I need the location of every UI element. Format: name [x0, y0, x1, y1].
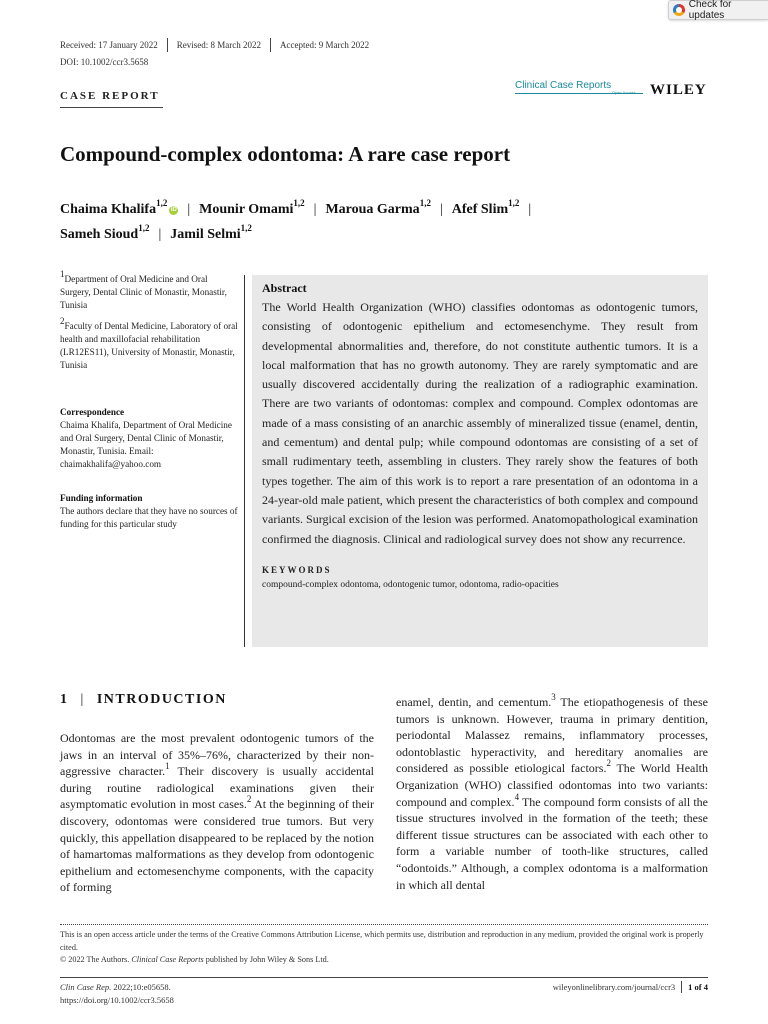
- author[interactable]: Jamil Selmi$^{1,2}$: [170, 223, 252, 242]
- author[interactable]: Afef Slim$^{1,2}$: [451, 198, 520, 217]
- license-note: [60, 929, 708, 967]
- revised-date: Revised: 8 March 2022: [176, 40, 261, 50]
- funding-text: The authors declare that they have no sources of funding for this particular study: [60, 506, 238, 529]
- correspondence-heading: Correspondence: [60, 407, 125, 417]
- article-title: Compound-complex odontoma: A rare case report: [60, 142, 511, 166]
- separator: |: [313, 202, 317, 217]
- divider: [681, 981, 682, 993]
- intro-column-1: Odontomas are the most prevalent odontogenic tumors of the jaws in an interval of 35%–76%, characterized by their non-aggressive character.$^1$ Their discovery is usually accidental during routine radiological examinations given their asymptomatic evolution in most cases.$^2$ At the beginning of their discovery, odontomas were considered true tumors. But very quickly, this appellation disappeared to be replaced by the notion of hamartomas malformations as they develop from odontogenic epithelium and ectomesenchyme components, with the capacity of forming: [60, 731, 374, 895]
- license-text: This is an open access article under the terms of the Creative Commons Attribution License, which permits use, distribution and reproduction in any medium, provided the original work is properly cited.: [60, 930, 704, 952]
- separator: |: [439, 202, 443, 217]
- open-access-label: Open Access: [612, 90, 636, 95]
- check-for-updates-label: Check for updates: [688, 0, 732, 21]
- doi-link[interactable]: https://doi.org/10.1002/ccr3.5658: [60, 994, 174, 1005]
- article-doi: DOI: 10.1002/ccr3.5658: [60, 57, 149, 67]
- author[interactable]: Sameh Sioud$^{1,2}$: [60, 223, 150, 242]
- keywords-heading: KEYWORDS: [262, 564, 332, 575]
- accepted-date: Accepted: 9 March 2022: [279, 40, 370, 50]
- page-info: [553, 981, 708, 993]
- keywords-list: compound-complex odontoma, odontogenic tumor, odontoma, radio-opacities: [262, 579, 559, 590]
- separator: |: [158, 227, 162, 242]
- divider: [167, 38, 168, 52]
- section-underline: [60, 107, 163, 108]
- citation: Clin Case Rep. 2022;10:e05658. https://doi.org/10.1002/ccr3.5658: [60, 982, 174, 1005]
- article-dates: [60, 38, 369, 52]
- correspondence: [60, 406, 240, 471]
- divider: [270, 38, 271, 52]
- footer-dotted-divider: [60, 924, 708, 925]
- received-date: Received: 17 January 2022: [60, 40, 158, 50]
- crossmark-icon: [673, 4, 685, 16]
- funding-information: [60, 492, 240, 531]
- check-for-updates-button[interactable]: [668, 0, 768, 20]
- sidebar-divider: [244, 275, 245, 647]
- abstract-heading: Abstract: [262, 281, 307, 295]
- page-number: 1 of 4: [688, 982, 708, 992]
- section-heading-introduction: 1 | INTRODUCTION: [60, 692, 227, 707]
- reference-link[interactable]: 4: [514, 791, 520, 802]
- author[interactable]: Mounir Omami$^{1,2}$: [199, 198, 305, 217]
- intro-column-2: enamel, dentin, and cementum.$^3$ The etiopathogenesis of these tumors is unknown. However, trauma in primary dentition, periodontal Malassez remains, inflammatory processes, odontoblastic hyperactivity, and hereditary anomalies are considered as possible etiological factors.$^2$ The World Health Organization (WHO) classified odontomas into two variants: compound and complex.$^4$ The compound form consists of all the tissue structures involved in the formation of the teeth; these different tissue structures can be associated with each other to form a variable number of tooth-like structures, called “odontoids.” Although, a complex odontoma is a malformation in which all dental: [396, 692, 709, 892]
- copyright-text: © 2022 The Authors. Clinical Case Reports published by John Wiley & Sons Ltd.: [60, 955, 329, 964]
- reference-link[interactable]: 3: [551, 692, 556, 702]
- reference-link[interactable]: 1: [165, 761, 170, 772]
- affiliation-1: $^1$Department of Oral Medicine and Oral Surgery, Dental Clinic of Monastir, Monastir, Tunisia: [60, 268, 227, 310]
- separator: |: [187, 202, 191, 217]
- author-list: [60, 197, 720, 247]
- section-label: CASE REPORT: [60, 90, 160, 102]
- separator: |: [528, 202, 532, 217]
- author[interactable]: Maroua Garma$^{1,2}$: [325, 198, 431, 217]
- correspondence-text: Chaima Khalifa, Department of Oral Medicine and Oral Surgery, Dental Clinic of Monastir, Monastir, Tunisia. Email: chaimakhalifa@yahoo.com: [60, 420, 232, 469]
- abstract-box: [252, 275, 708, 647]
- author[interactable]: Chaima Khalifa$^{1,2}$: [60, 198, 168, 217]
- abstract-text: The World Health Organization (WHO) classifies odontomas as odontogenic tumors, consisting of odontogenic epithelium and ectomesenchyme. They result from developmental abnormalities and, therefore, do not constitute authentic tumors. It is a local malformation that has no growth autonomy. They are rarely symptomatic and are usually discovered accidentally during the realization of a radiographic examination. There are two variants of odontomas: complex and compound. Complex odontomas are made of a mass consisting of an anarchic assembly of mineralized tissue (enamel, dentin, and cementum) and dental pulp; while compound odontomas are consisting of a set of small rudimentary teeth, assembling in clusters. They rarely show the features of both types together. The aim of this work is to report a rare presentation of an odontoma in a 24-year-old male patient, which present the characteristics of both complex and compound variants. Surgical excision of the lesion was performed. Anatomopathological examination confirmed the diagnosis. Clinical and radiological survey does not show any recurrence.: [262, 300, 698, 546]
- journal-name[interactable]: Clinical Case Reports: [515, 80, 612, 91]
- funding-heading: Funding information: [60, 493, 143, 503]
- affiliation-2: $^2$Faculty of Dental Medicine, Laboratory of oral health and maxillofacial rehabilitation (LR12ES11), University of Monastir, Monastir, Tunisia: [60, 315, 238, 370]
- reference-link[interactable]: 2: [246, 794, 252, 805]
- reference-link[interactable]: 2: [606, 758, 611, 769]
- journal-site-link[interactable]: wileyonlinelibrary.com/journal/ccr3: [552, 982, 676, 992]
- publisher-logo: WILEY: [650, 82, 707, 98]
- orcid-icon[interactable]: iD: [170, 207, 177, 213]
- footer-divider: [60, 977, 708, 978]
